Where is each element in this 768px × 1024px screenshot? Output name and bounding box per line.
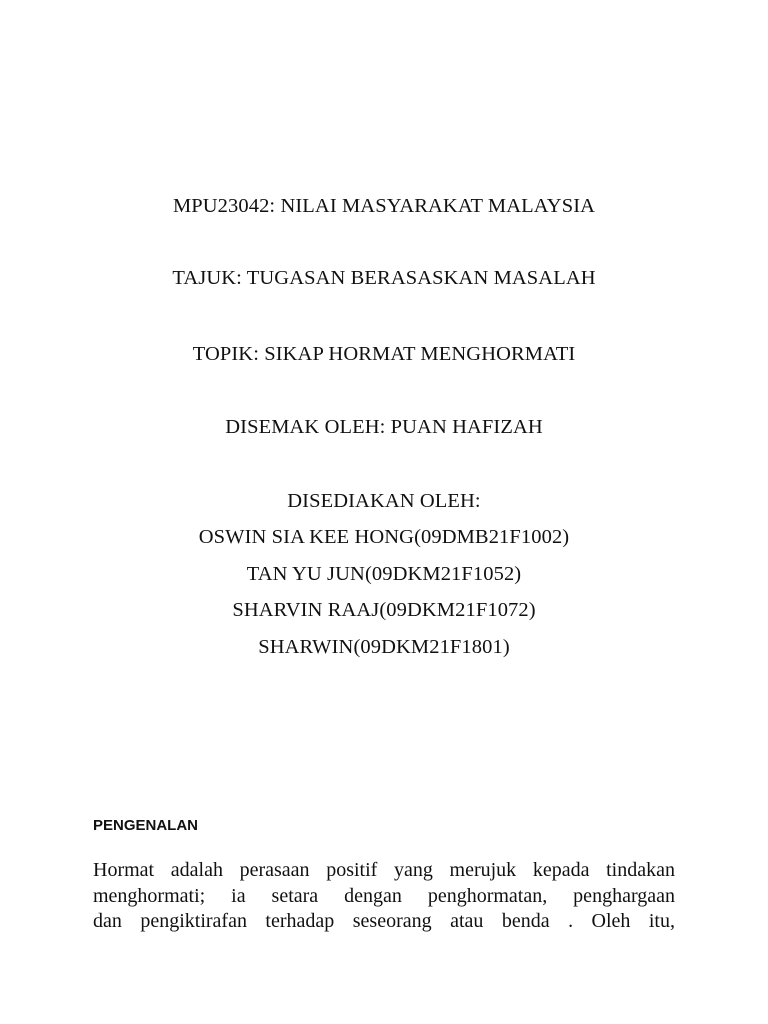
author-3: SHARVIN RAAJ(09DKM21F1072) xyxy=(232,599,536,621)
author-2: TAN YU JUN(09DKM21F1052) xyxy=(246,563,522,585)
paragraph-line: menghormati; ia setara dengan penghormatan, penghargaan xyxy=(93,884,675,907)
paragraph-line: dan pengiktirafan terhadap seseorang atau benda . Oleh itu, xyxy=(93,910,675,932)
reviewed-by: DISEMAK OLEH: PUAN HAFIZAH xyxy=(225,416,543,438)
author-1: OSWIN SIA KEE HONG(09DMB21F1002) xyxy=(198,526,570,548)
section-heading: PENGENALAN xyxy=(93,817,199,834)
course-title: MPU23042: NILAI MASYARAKAT MALAYSIA xyxy=(172,195,596,217)
topic-title: TOPIK: SIKAP HORMAT MENGHORMATI xyxy=(192,343,576,365)
prepared-by-label: DISEDIAKAN OLEH: xyxy=(287,490,481,512)
intro-paragraph xyxy=(93,858,675,935)
assignment-title: TAJUK: TUGASAN BERASASKAN MASALAH xyxy=(172,267,596,289)
author-4: SHARWIN(09DKM21F1801) xyxy=(258,636,510,658)
paragraph-line: Hormat adalah perasaan positif yang merujuk kepada tindakan xyxy=(93,859,675,881)
